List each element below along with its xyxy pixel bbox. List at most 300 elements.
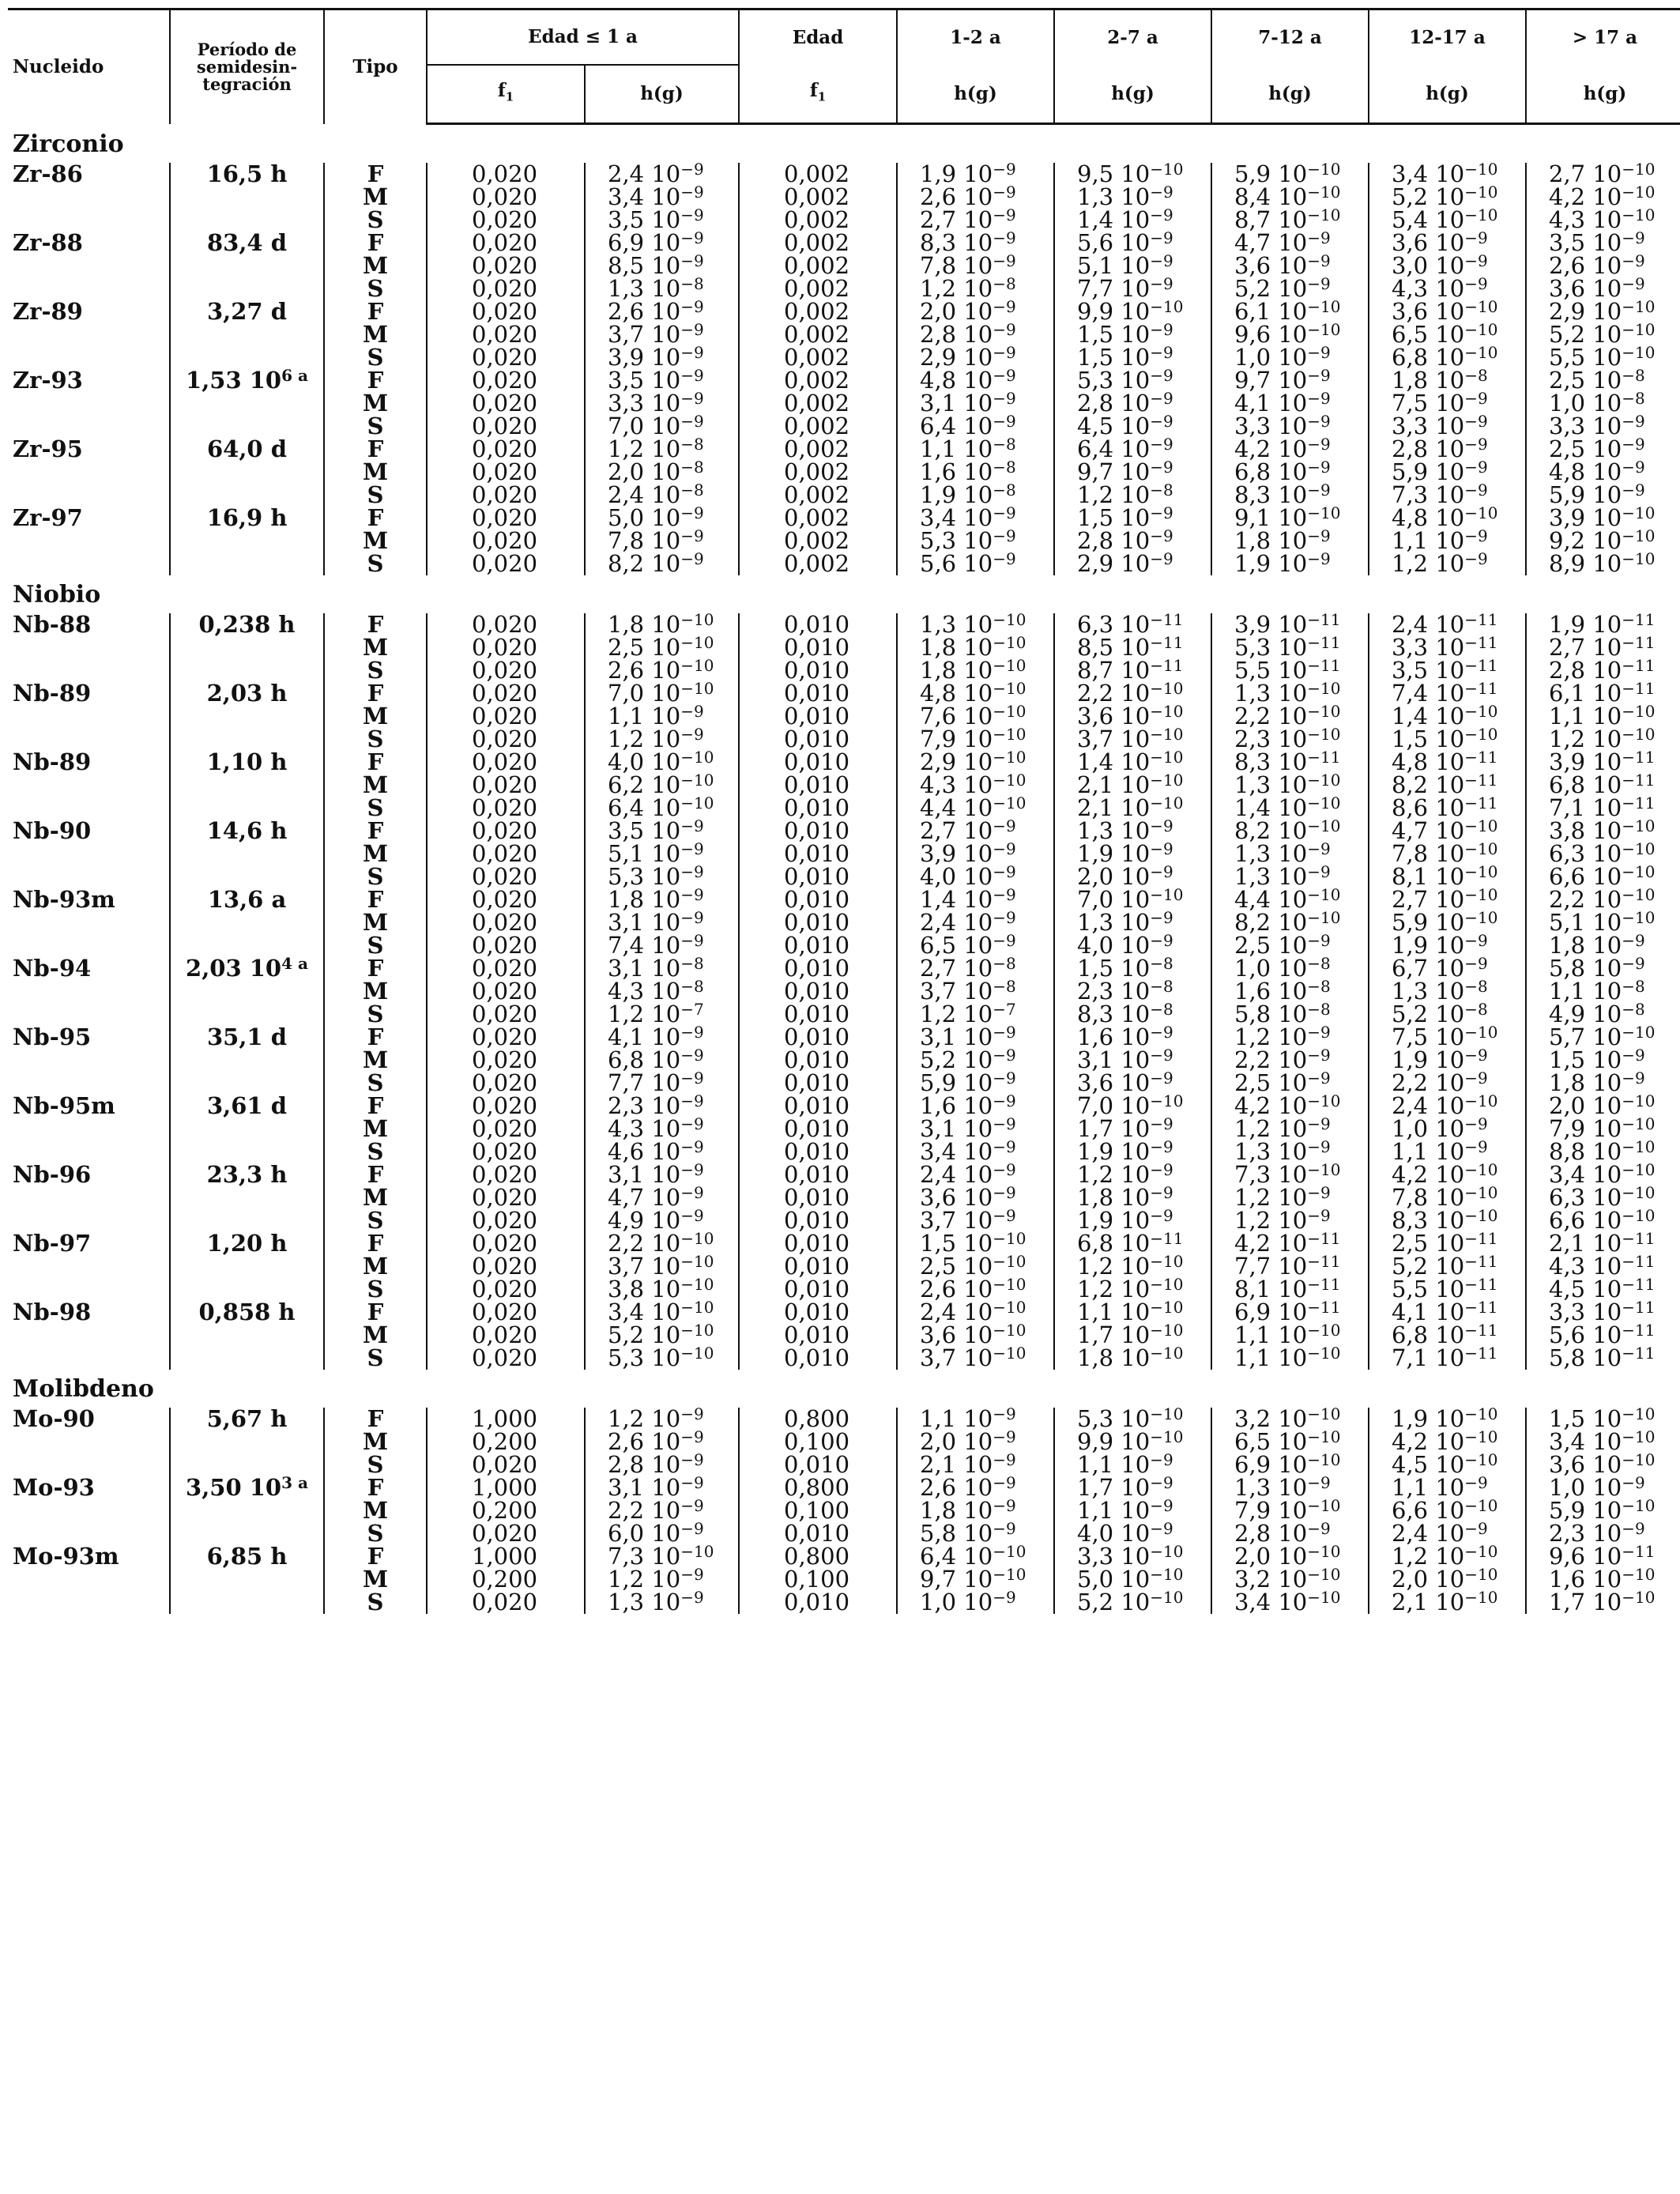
nuclide-name: Nb-89 <box>8 682 170 705</box>
absorption-type: S <box>324 865 427 888</box>
hg-2-7-value: 2,3 $10^{-8}$ <box>1054 980 1211 1003</box>
f1-infant-value: 0,020 <box>427 186 585 209</box>
nuclide-name: Zr-93 <box>8 369 170 392</box>
hg-1-2-value: 9,7 $10^{-10}$ <box>897 1568 1054 1591</box>
hg-2-7-value: 1,1 $10^{-10}$ <box>1054 1301 1211 1324</box>
table-row <box>8 507 1680 530</box>
f1-subscript: 1 <box>505 89 514 104</box>
table-row <box>8 1499 1680 1522</box>
f1-infant-value: 0,020 <box>427 728 585 751</box>
hg-infant-value: 3,4 $10^{-10}$ <box>585 1301 739 1324</box>
table-row <box>8 682 1680 705</box>
hg-12-17-value: 2,4 $10^{-10}$ <box>1369 1095 1526 1118</box>
half-life <box>170 209 324 232</box>
nuclide-name <box>8 415 170 438</box>
f1-infant-value: 0,020 <box>427 1003 585 1026</box>
hg-12-17-value: 5,4 $10^{-10}$ <box>1369 209 1526 232</box>
f1-infant-value: 0,020 <box>427 415 585 438</box>
f1-other-value: 0,010 <box>739 1186 897 1209</box>
hg-2-7-value: 1,7 $10^{-9}$ <box>1054 1118 1211 1140</box>
half-life: 16,9 h <box>170 507 324 530</box>
hg-infant-value: 4,7 $10^{-9}$ <box>585 1186 739 1209</box>
hg-2-7-value: 1,7 $10^{-9}$ <box>1054 1476 1211 1499</box>
half-life: 5,67 h <box>170 1408 324 1431</box>
hg-12-17-value: 2,4 $10^{-9}$ <box>1369 1522 1526 1545</box>
nuclide-name <box>8 1499 170 1522</box>
hg-gt17-value: 2,2 $10^{-10}$ <box>1549 885 1656 913</box>
absorption-type: M <box>324 186 427 209</box>
f1-other-value: 0,010 <box>739 1049 897 1072</box>
hg-7-12-value: 9,7 $10^{-9}$ <box>1211 369 1369 392</box>
hg-1-2-value: 4,8 $10^{-9}$ <box>897 369 1054 392</box>
hg-7-12-value: 1,2 $10^{-9}$ <box>1211 1209 1369 1232</box>
hg-7-12-value: 5,2 $10^{-9}$ <box>1211 277 1369 300</box>
hg-1-2-value: 1,3 $10^{-10}$ <box>897 613 1054 636</box>
hg-1-2-value: 1,1 $10^{-9}$ <box>897 1408 1054 1431</box>
hg-2-7-value: 2,8 $10^{-9}$ <box>1054 530 1211 552</box>
f1-infant-value: 0,200 <box>427 1431 585 1453</box>
hg-2-7-value: 7,0 $10^{-10}$ <box>1054 888 1211 911</box>
hg-12-17-value: 8,3 $10^{-10}$ <box>1369 1209 1526 1232</box>
absorption-type: M <box>324 911 427 934</box>
hg-7-12-value: 2,0 $10^{-10}$ <box>1211 1545 1369 1568</box>
half-life: 3,61 d <box>170 1095 324 1118</box>
header-hg-infant: h(g) <box>585 65 739 124</box>
table-row <box>8 323 1680 346</box>
header-nucleido: Nucleido <box>8 9 170 124</box>
nuclide-name <box>8 1431 170 1453</box>
absorption-type: S <box>324 1522 427 1545</box>
hg-infant-value: 3,5 $10^{-9}$ <box>585 209 739 232</box>
absorption-type: F <box>324 1301 427 1324</box>
element-group-row <box>8 575 1680 613</box>
hg-1-2-value: 2,4 $10^{-9}$ <box>897 1163 1054 1186</box>
hg-12-17-value: 1,1 $10^{-9}$ <box>1369 1476 1526 1499</box>
hg-2-7-value: 1,2 $10^{-10}$ <box>1054 1255 1211 1278</box>
hg-infant-value: 2,4 $10^{-9}$ <box>585 163 739 186</box>
f1-infant-value: 0,020 <box>427 1186 585 1209</box>
hg-7-12-value: 1,2 $10^{-9}$ <box>1211 1026 1369 1049</box>
hg-1-2-value: 2,6 $10^{-9}$ <box>897 1476 1054 1499</box>
nuclide-name: Zr-88 <box>8 232 170 254</box>
hg-12-17-value: 4,1 $10^{-11}$ <box>1369 1301 1526 1324</box>
absorption-type: F <box>324 369 427 392</box>
hg-infant-value: 2,6 $10^{-9}$ <box>585 300 739 323</box>
hg-12-17-value: 8,6 $10^{-11}$ <box>1369 797 1526 820</box>
absorption-type: M <box>324 636 427 659</box>
header-hg-2-7: h(g) <box>1054 65 1211 124</box>
half-life: 0,858 h <box>170 1301 324 1324</box>
f1-other-value: 0,800 <box>739 1545 897 1568</box>
half-life <box>170 1278 324 1301</box>
hg-12-17-value: 1,3 $10^{-8}$ <box>1369 980 1526 1003</box>
nuclide-name <box>8 1186 170 1209</box>
absorption-type: S <box>324 484 427 507</box>
hg-7-12-value: 1,1 $10^{-10}$ <box>1211 1347 1369 1370</box>
half-life: 3,27 d <box>170 300 324 323</box>
hg-7-12-value: 5,3 $10^{-11}$ <box>1211 636 1369 659</box>
hg-infant-value: 1,8 $10^{-9}$ <box>585 888 739 911</box>
f1-other-value: 0,002 <box>739 484 897 507</box>
absorption-type: S <box>324 552 427 575</box>
hg-gt17-value: 6,1 $10^{-11}$ <box>1549 679 1656 707</box>
f1-infant-value: 0,020 <box>427 659 585 682</box>
table-row <box>8 369 1680 392</box>
f1-infant-value: 1,000 <box>427 1408 585 1431</box>
half-life <box>170 1499 324 1522</box>
f1-infant-value: 0,020 <box>427 1232 585 1255</box>
hg-2-7-value: 4,0 $10^{-9}$ <box>1054 1522 1211 1545</box>
hg-12-17-value: 4,5 $10^{-10}$ <box>1369 1453 1526 1476</box>
hg-gt17-value: 4,3 $10^{-11}$ <box>1549 1252 1656 1280</box>
absorption-type: M <box>324 1049 427 1072</box>
hg-gt17-value: 2,9 $10^{-10}$ <box>1549 297 1656 325</box>
hg-12-17-value: 6,6 $10^{-10}$ <box>1369 1499 1526 1522</box>
nuclide-name: Nb-95 <box>8 1026 170 1049</box>
f1-infant-value: 0,020 <box>427 530 585 552</box>
header-hg-gt17: h(g) <box>1526 65 1680 124</box>
nuclide-name: Zr-97 <box>8 507 170 530</box>
hg-infant-value: 3,5 $10^{-9}$ <box>585 369 739 392</box>
hg-1-2-value: 1,8 $10^{-10}$ <box>897 659 1054 682</box>
hg-12-17-value: 3,3 $10^{-11}$ <box>1369 636 1526 659</box>
f1-infant-value: 0,020 <box>427 682 585 705</box>
hg-gt17-value: 2,6 $10^{-9}$ <box>1549 251 1645 279</box>
hg-infant-value: 7,4 $10^{-9}$ <box>585 934 739 957</box>
table-row <box>8 705 1680 728</box>
absorption-type: S <box>324 728 427 751</box>
hg-1-2-value: 1,8 $10^{-9}$ <box>897 1499 1054 1522</box>
hg-gt17-value: 1,5 $10^{-9}$ <box>1549 1046 1645 1073</box>
f1-subscript: 1 <box>817 89 827 104</box>
half-life: 14,6 h <box>170 820 324 843</box>
hg-12-17-value: 3,6 $10^{-9}$ <box>1369 232 1526 254</box>
hg-infant-value: 5,1 $10^{-9}$ <box>585 843 739 865</box>
hg-gt17-value: 5,9 $10^{-9}$ <box>1549 481 1645 508</box>
absorption-type: S <box>324 209 427 232</box>
nuclide-name: Nb-89 <box>8 751 170 774</box>
hg-infant-value: 7,0 $10^{-10}$ <box>585 682 739 705</box>
hg-1-2-value: 3,6 $10^{-9}$ <box>897 1186 1054 1209</box>
hg-infant-value: 6,9 $10^{-9}$ <box>585 232 739 254</box>
hg-gt17-value: 4,5 $10^{-11}$ <box>1549 1275 1656 1302</box>
table-row <box>8 957 1680 980</box>
nuclide-name <box>8 323 170 346</box>
hg-2-7-value: 3,6 $10^{-10}$ <box>1054 705 1211 728</box>
hg-infant-value: 8,2 $10^{-9}$ <box>585 552 739 575</box>
hg-infant-value: 4,3 $10^{-9}$ <box>585 1118 739 1140</box>
nuclide-name <box>8 1118 170 1140</box>
header-hg-7-12: h(g) <box>1211 65 1369 124</box>
table-row <box>8 728 1680 751</box>
hg-2-7-value: 7,7 $10^{-9}$ <box>1054 277 1211 300</box>
hg-gt17-value: 1,0 $10^{-8}$ <box>1549 389 1645 417</box>
f1-infant-value: 0,020 <box>427 865 585 888</box>
hg-7-12-value: 8,4 $10^{-10}$ <box>1211 186 1369 209</box>
header-hg-12-17: h(g) <box>1369 65 1526 124</box>
hg-7-12-value: 2,2 $10^{-9}$ <box>1211 1049 1369 1072</box>
nuclide-name <box>8 392 170 415</box>
f1-infant-value: 0,020 <box>427 1095 585 1118</box>
absorption-type: F <box>324 507 427 530</box>
table-row <box>8 1232 1680 1255</box>
hg-2-7-value: 1,5 $10^{-8}$ <box>1054 957 1211 980</box>
f1-infant-value: 0,020 <box>427 163 585 186</box>
header-tipo: Tipo <box>324 9 427 124</box>
hg-gt17-value: 1,0 $10^{-9}$ <box>1549 1473 1645 1501</box>
hg-12-17-value: 7,1 $10^{-11}$ <box>1369 1347 1526 1370</box>
hg-12-17-value: 2,5 $10^{-11}$ <box>1369 1232 1526 1255</box>
hg-12-17-value: 3,4 $10^{-10}$ <box>1369 163 1526 186</box>
hg-2-7-value: 6,8 $10^{-11}$ <box>1054 1232 1211 1255</box>
hg-2-7-value: 8,7 $10^{-11}$ <box>1054 659 1211 682</box>
hg-gt17-value: 1,8 $10^{-9}$ <box>1549 1069 1645 1096</box>
f1-other-value: 0,010 <box>739 774 897 797</box>
nuclide-name <box>8 659 170 682</box>
hg-infant-value: 6,8 $10^{-9}$ <box>585 1049 739 1072</box>
half-life <box>170 911 324 934</box>
hg-gt17-value: 3,4 $10^{-10}$ <box>1549 1427 1656 1455</box>
half-life <box>170 1255 324 1278</box>
absorption-type: M <box>324 774 427 797</box>
f1-infant-value: 0,020 <box>427 346 585 369</box>
hg-7-12-value: 4,2 $10^{-9}$ <box>1211 438 1369 461</box>
hg-infant-value: 2,6 $10^{-9}$ <box>585 1431 739 1453</box>
hg-12-17-value: 8,2 $10^{-11}$ <box>1369 774 1526 797</box>
f1-other-value: 0,002 <box>739 323 897 346</box>
hg-gt17-value: 9,2 $10^{-10}$ <box>1549 526 1656 554</box>
absorption-type: F <box>324 1163 427 1186</box>
f1-infant-value: 0,200 <box>427 1499 585 1522</box>
half-life <box>170 659 324 682</box>
absorption-type: S <box>324 1347 427 1370</box>
hg-gt17-value: 2,5 $10^{-9}$ <box>1549 435 1645 462</box>
nuclide-name <box>8 934 170 957</box>
hg-infant-value: 4,0 $10^{-10}$ <box>585 751 739 774</box>
hg-7-12-value: 2,3 $10^{-10}$ <box>1211 728 1369 751</box>
absorption-type: M <box>324 1568 427 1591</box>
hg-gt17-value: 3,4 $10^{-10}$ <box>1549 1160 1656 1188</box>
hg-gt17-value: 4,3 $10^{-10}$ <box>1549 205 1656 233</box>
f1-other-value: 0,010 <box>739 1278 897 1301</box>
hg-1-2-value: 4,8 $10^{-10}$ <box>897 682 1054 705</box>
absorption-type: S <box>324 934 427 957</box>
hg-12-17-value: 6,8 $10^{-10}$ <box>1369 346 1526 369</box>
hg-12-17-value: 3,0 $10^{-9}$ <box>1369 254 1526 277</box>
hg-12-17-value: 1,2 $10^{-9}$ <box>1369 552 1526 575</box>
f1-other-value: 0,002 <box>739 530 897 552</box>
hg-gt17-value: 5,8 $10^{-11}$ <box>1549 1344 1656 1371</box>
nuclide-name: Mo-93m <box>8 1545 170 1568</box>
nuclide-name <box>8 797 170 820</box>
hg-1-2-value: 1,2 $10^{-8}$ <box>897 277 1054 300</box>
hg-2-7-value: 1,9 $10^{-9}$ <box>1054 1140 1211 1163</box>
hg-gt17-value: 1,6 $10^{-10}$ <box>1549 1565 1656 1593</box>
hg-gt17-value: 3,6 $10^{-9}$ <box>1549 274 1645 302</box>
half-life <box>170 1049 324 1072</box>
nuclide-name <box>8 728 170 751</box>
hg-infant-value: 2,8 $10^{-9}$ <box>585 1453 739 1476</box>
hg-12-17-value: 7,3 $10^{-9}$ <box>1369 484 1526 507</box>
f1-other-value: 0,100 <box>739 1431 897 1453</box>
hg-infant-value: 3,9 $10^{-9}$ <box>585 346 739 369</box>
f1-letter: f <box>809 79 818 101</box>
hg-1-2-value: 2,0 $10^{-9}$ <box>897 1431 1054 1453</box>
half-life <box>170 774 324 797</box>
hg-12-17-value: 7,5 $10^{-9}$ <box>1369 392 1526 415</box>
f1-other-value: 0,010 <box>739 1209 897 1232</box>
hg-gt17-value: 4,8 $10^{-9}$ <box>1549 458 1645 485</box>
f1-other-value: 0,010 <box>739 682 897 705</box>
half-life <box>170 1568 324 1591</box>
table-row <box>8 1049 1680 1072</box>
table-row <box>8 1118 1680 1140</box>
hg-1-2-value: 1,8 $10^{-10}$ <box>897 636 1054 659</box>
table-row <box>8 865 1680 888</box>
hg-2-7-value: 1,1 $10^{-9}$ <box>1054 1453 1211 1476</box>
half-life: 23,3 h <box>170 1163 324 1186</box>
f1-other-value: 0,010 <box>739 797 897 820</box>
hg-7-12-value: 8,1 $10^{-11}$ <box>1211 1278 1369 1301</box>
f1-other-value: 0,002 <box>739 415 897 438</box>
f1-infant-value: 0,020 <box>427 636 585 659</box>
hg-gt17-value: 9,6 $10^{-11}$ <box>1549 1542 1656 1570</box>
absorption-type: S <box>324 1140 427 1163</box>
hg-1-2-value: 1,1 $10^{-8}$ <box>897 438 1054 461</box>
nuclide-name <box>8 530 170 552</box>
absorption-type: F <box>324 888 427 911</box>
hg-7-12-value: 8,3 $10^{-11}$ <box>1211 751 1369 774</box>
table-row <box>8 186 1680 209</box>
nuclide-name <box>8 636 170 659</box>
f1-infant-value: 0,020 <box>427 369 585 392</box>
hg-7-12-value: 2,5 $10^{-9}$ <box>1211 1072 1369 1095</box>
absorption-type: S <box>324 659 427 682</box>
dose-coefficient-table <box>8 8 1680 1614</box>
hg-2-7-value: 1,3 $10^{-9}$ <box>1054 820 1211 843</box>
table-row <box>8 1140 1680 1163</box>
hg-gt17-value: 8,8 $10^{-10}$ <box>1549 1137 1656 1165</box>
nuclide-name <box>8 484 170 507</box>
hg-gt17-value: 2,7 $10^{-10}$ <box>1549 160 1656 187</box>
table-row <box>8 934 1680 957</box>
hg-1-2-value: 1,5 $10^{-10}$ <box>897 1232 1054 1255</box>
f1-other-value: 0,010 <box>739 728 897 751</box>
hg-infant-value: 6,2 $10^{-10}$ <box>585 774 739 797</box>
nuclide-name <box>8 346 170 369</box>
nuclide-name <box>8 1568 170 1591</box>
half-life: 0,238 h <box>170 613 324 636</box>
hg-1-2-value: 3,1 $10^{-9}$ <box>897 1118 1054 1140</box>
hg-2-7-value: 3,3 $10^{-10}$ <box>1054 1545 1211 1568</box>
hg-7-12-value: 1,1 $10^{-10}$ <box>1211 1324 1369 1347</box>
f1-other-value: 0,010 <box>739 1163 897 1186</box>
hg-gt17-value: 5,2 $10^{-10}$ <box>1549 320 1656 348</box>
absorption-type: F <box>324 163 427 186</box>
absorption-type: F <box>324 1095 427 1118</box>
hg-7-12-value: 8,2 $10^{-10}$ <box>1211 820 1369 843</box>
table-row <box>8 530 1680 552</box>
hg-7-12-value: 9,6 $10^{-10}$ <box>1211 323 1369 346</box>
table-row <box>8 1324 1680 1347</box>
f1-infant-value: 0,020 <box>427 1347 585 1370</box>
hg-gt17-value: 5,7 $10^{-10}$ <box>1549 1023 1656 1050</box>
hg-gt17-value: 1,2 $10^{-10}$ <box>1549 725 1656 752</box>
table-row <box>8 820 1680 843</box>
table-row <box>8 415 1680 438</box>
hg-1-2-value: 1,2 $10^{-7}$ <box>897 1003 1054 1026</box>
hg-7-12-value: 1,3 $10^{-9}$ <box>1211 865 1369 888</box>
table-row <box>8 1347 1680 1370</box>
hg-2-7-value: 1,3 $10^{-9}$ <box>1054 911 1211 934</box>
hg-2-7-value: 4,5 $10^{-9}$ <box>1054 415 1211 438</box>
table-row <box>8 888 1680 911</box>
f1-other-value: 0,010 <box>739 1095 897 1118</box>
hg-1-2-value: 2,4 $10^{-9}$ <box>897 911 1054 934</box>
hg-gt17-value: 5,8 $10^{-9}$ <box>1549 954 1645 982</box>
hg-7-12-value: 3,9 $10^{-11}$ <box>1211 613 1369 636</box>
hg-12-17-value: 2,7 $10^{-10}$ <box>1369 888 1526 911</box>
hg-2-7-value: 1,4 $10^{-9}$ <box>1054 209 1211 232</box>
hg-12-17-value: 7,5 $10^{-10}$ <box>1369 1026 1526 1049</box>
half-life <box>170 461 324 484</box>
hg-1-2-value: 1,0 $10^{-9}$ <box>897 1591 1054 1614</box>
table-row <box>8 346 1680 369</box>
hg-2-7-value: 9,7 $10^{-9}$ <box>1054 461 1211 484</box>
half-life: 35,1 d <box>170 1026 324 1049</box>
hg-7-12-value: 1,9 $10^{-9}$ <box>1211 552 1369 575</box>
hg-12-17-value: 3,5 $10^{-11}$ <box>1369 659 1526 682</box>
hg-infant-value: 7,7 $10^{-9}$ <box>585 1072 739 1095</box>
absorption-type: F <box>324 1026 427 1049</box>
hg-12-17-value: 3,6 $10^{-10}$ <box>1369 300 1526 323</box>
hg-1-2-value: 1,9 $10^{-8}$ <box>897 484 1054 507</box>
hg-12-17-value: 1,9 $10^{-10}$ <box>1369 1408 1526 1431</box>
hg-1-2-value: 6,5 $10^{-9}$ <box>897 934 1054 957</box>
absorption-type: M <box>324 461 427 484</box>
absorption-type: M <box>324 254 427 277</box>
hg-12-17-value: 2,0 $10^{-10}$ <box>1369 1568 1526 1591</box>
half-life: 13,6 a <box>170 888 324 911</box>
hg-7-12-value: 7,9 $10^{-10}$ <box>1211 1499 1369 1522</box>
half-life: 83,4 d <box>170 232 324 254</box>
half-life <box>170 1186 324 1209</box>
absorption-type: M <box>324 1255 427 1278</box>
hg-infant-value: 3,1 $10^{-8}$ <box>585 957 739 980</box>
half-life: 1,53 $10^{6 a}$ <box>170 369 324 392</box>
hg-12-17-value: 2,2 $10^{-9}$ <box>1369 1072 1526 1095</box>
element-group-label: Molibdeno <box>13 1374 154 1403</box>
hg-infant-value: 4,1 $10^{-9}$ <box>585 1026 739 1049</box>
hg-gt17-value: 8,9 $10^{-10}$ <box>1549 549 1656 577</box>
hg-infant-value: 3,8 $10^{-10}$ <box>585 1278 739 1301</box>
hg-infant-value: 2,6 $10^{-10}$ <box>585 659 739 682</box>
nuclide-name <box>8 277 170 300</box>
hg-2-7-value: 2,1 $10^{-10}$ <box>1054 774 1211 797</box>
hg-1-2-value: 2,1 $10^{-9}$ <box>897 1453 1054 1476</box>
half-life <box>170 530 324 552</box>
hg-1-2-value: 3,1 $10^{-9}$ <box>897 392 1054 415</box>
hg-1-2-value: 3,7 $10^{-8}$ <box>897 980 1054 1003</box>
hg-12-17-value: 1,1 $10^{-9}$ <box>1369 1140 1526 1163</box>
f1-infant-value: 0,020 <box>427 797 585 820</box>
f1-other-value: 0,800 <box>739 1476 897 1499</box>
f1-other-value: 0,010 <box>739 1026 897 1049</box>
hg-2-7-value: 1,6 $10^{-9}$ <box>1054 1026 1211 1049</box>
hg-12-17-value: 2,1 $10^{-10}$ <box>1369 1591 1526 1614</box>
hg-2-7-value: 9,9 $10^{-10}$ <box>1054 1431 1211 1453</box>
f1-infant-value: 0,020 <box>427 507 585 530</box>
